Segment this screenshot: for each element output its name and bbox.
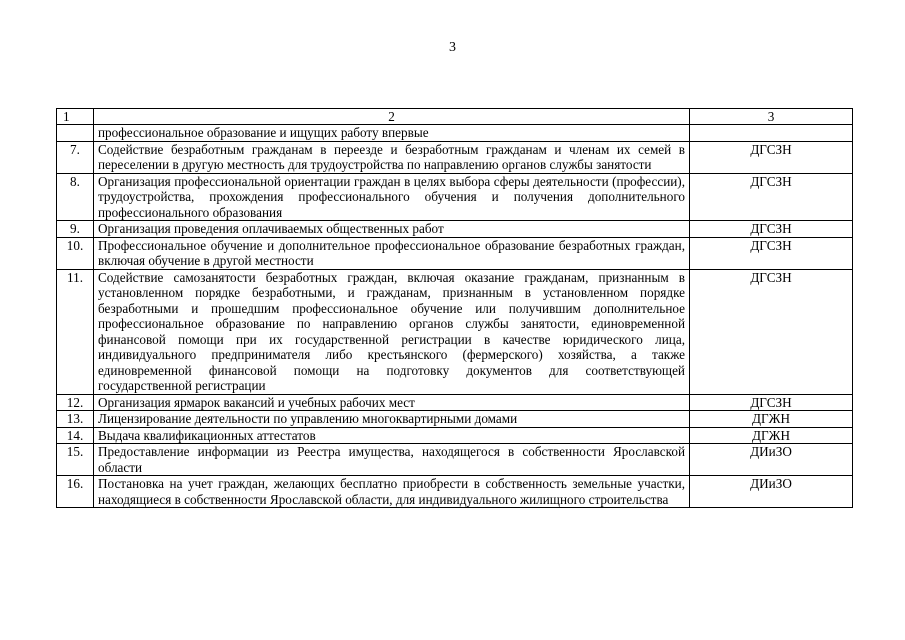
row-service-text: Организация проведения оплачиваемых общественных работ bbox=[94, 221, 690, 238]
row-agency: ДГСЗН bbox=[690, 237, 853, 269]
table-row bbox=[57, 476, 853, 508]
row-agency: ДГСЗН bbox=[690, 221, 853, 238]
row-service-text: Выдача квалификационных аттестатов bbox=[94, 427, 690, 444]
table-row bbox=[57, 394, 853, 411]
table-row bbox=[57, 444, 853, 476]
row-number: 7. bbox=[57, 141, 94, 173]
table-row bbox=[57, 141, 853, 173]
row-number: 16. bbox=[57, 476, 94, 508]
header-cell-number: 1 bbox=[57, 109, 94, 125]
row-service-text: Содействие самозанятости безработных граждан, включая оказание гражданам, признанным в установленном порядке безработными, и гражданам, признанным в установленном порядке безработными и прошедшим профессиональное обучение или получившим дополнительное профессиональное образование по направлению органов службы занятости, единовременной финансовой помощи при их государственной регистрации в качестве юридического лица, индивидуального предпринимателя либо крестьянского (фермерского) хозяйства, а также единовременной финансовой помощи на подготовку документов для соответствующей государственной регистрации bbox=[94, 269, 690, 394]
row-number: 11. bbox=[57, 269, 94, 394]
table-header-row bbox=[57, 109, 853, 125]
row-service-text: Лицензирование деятельности по управлению многоквартирными домами bbox=[94, 411, 690, 428]
row-service-text: Постановка на учет граждан, желающих бесплатно приобрести в собственность земельные участки, находящиеся в собственности Ярославской области, для индивидуального жилищного строительства bbox=[94, 476, 690, 508]
row-agency: ДГЖН bbox=[690, 411, 853, 428]
row-number: 15. bbox=[57, 444, 94, 476]
header-cell-agency: 3 bbox=[690, 109, 853, 125]
row-service-text: Организация профессиональной ориентации граждан в целях выбора сферы деятельности (профессии), трудоустройства, прохождения профессионального обучения и получения дополнительного профессионального образования bbox=[94, 173, 690, 221]
row-number: 9. bbox=[57, 221, 94, 238]
row-agency: ДИиЗО bbox=[690, 476, 853, 508]
table-row bbox=[57, 125, 853, 142]
page-number: 3 bbox=[449, 40, 456, 55]
row-service-text: Содействие безработным гражданам в переезде и безработным гражданам и членам их семей в переселении в другую местность для трудоустройства по направлению органов службы занятости bbox=[94, 141, 690, 173]
table-row bbox=[57, 173, 853, 221]
header-cell-service: 2 bbox=[94, 109, 690, 125]
row-agency: ДГЖН bbox=[690, 427, 853, 444]
row-service-text: Предоставление информации из Реестра имущества, находящегося в собственности Ярославской области bbox=[94, 444, 690, 476]
row-number: 12. bbox=[57, 394, 94, 411]
row-number: 10. bbox=[57, 237, 94, 269]
row-number: 14. bbox=[57, 427, 94, 444]
table-row bbox=[57, 411, 853, 428]
row-service-text: профессиональное образование и ищущих работу впервые bbox=[94, 125, 690, 142]
row-number: 8. bbox=[57, 173, 94, 221]
services-table bbox=[56, 108, 853, 508]
row-agency: ДГСЗН bbox=[690, 141, 853, 173]
table-row bbox=[57, 269, 853, 394]
table-row bbox=[57, 237, 853, 269]
row-agency bbox=[690, 125, 853, 142]
row-agency: ДИиЗО bbox=[690, 444, 853, 476]
row-number: 13. bbox=[57, 411, 94, 428]
row-number bbox=[57, 125, 94, 142]
row-agency: ДГСЗН bbox=[690, 394, 853, 411]
table-row bbox=[57, 427, 853, 444]
row-agency: ДГСЗН bbox=[690, 173, 853, 221]
table-row bbox=[57, 221, 853, 238]
row-agency: ДГСЗН bbox=[690, 269, 853, 394]
row-service-text: Профессиональное обучение и дополнительное профессиональное образование безработных граждан, включая обучение в другой местности bbox=[94, 237, 690, 269]
row-service-text: Организация ярмарок вакансий и учебных рабочих мест bbox=[94, 394, 690, 411]
